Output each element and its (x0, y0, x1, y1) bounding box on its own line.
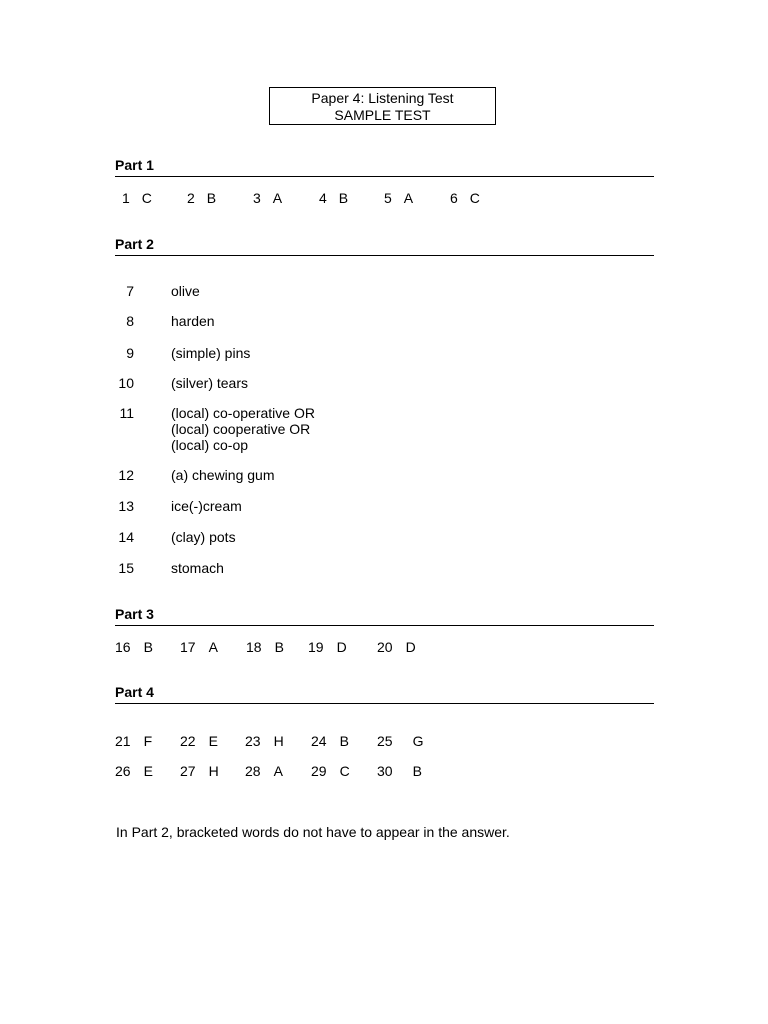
answer-line: (clay) pots (171, 529, 236, 545)
answer-letter: B (339, 733, 349, 749)
part4-answers-row-1 (115, 732, 675, 750)
question-number: 3 (253, 190, 261, 206)
answer-letter: A (403, 190, 414, 206)
answer-line: (a) chewing gum (171, 467, 275, 483)
part2-heading: Part 2 (115, 236, 654, 256)
answer-line: (local) co-operative OR (171, 405, 315, 421)
question-number: 29 (311, 763, 327, 779)
question-number: 5 (384, 190, 392, 206)
question-number: 7 (126, 283, 134, 299)
answer-item (311, 732, 349, 750)
answer-item (308, 638, 347, 656)
part1-answers-row (115, 189, 675, 207)
answer-line: (local) co-op (171, 437, 249, 453)
part4-answers-row-2 (115, 762, 675, 780)
part2-section (115, 236, 654, 256)
answer-text (171, 283, 200, 299)
answer-line: olive (171, 283, 200, 299)
question-number: 26 (115, 763, 131, 779)
footnote: In Part 2, bracketed words do not have to appear in the answer. (116, 824, 510, 840)
answer-item (115, 732, 152, 750)
title-line-2: SAMPLE TEST (334, 107, 431, 123)
answer-letter: H (273, 733, 284, 749)
answer-item (377, 762, 422, 780)
answer-letter: C (339, 763, 350, 779)
part3-heading: Part 3 (115, 606, 654, 626)
question-number: 8 (126, 313, 134, 329)
answer-text (171, 529, 236, 545)
part4-heading: Part 4 (115, 684, 654, 704)
question-number: 13 (118, 498, 134, 514)
answer-letter: H (208, 763, 219, 779)
answer-letter: F (143, 733, 153, 749)
answer-line: ice(-)cream (171, 498, 242, 514)
title-box (269, 87, 496, 125)
answer-text (171, 375, 248, 391)
answer-item (180, 638, 218, 656)
answer-letter: B (274, 639, 284, 655)
question-number: 6 (450, 190, 458, 206)
part1-heading: Part 1 (115, 157, 654, 177)
question-number: 21 (115, 733, 131, 749)
answer-letter: D (336, 639, 347, 655)
answer-text (171, 467, 275, 483)
answer-letter: A (272, 190, 283, 206)
answer-letter: A (208, 639, 218, 655)
question-number: 11 (119, 405, 134, 421)
answer-text (171, 405, 315, 453)
answer-line: (simple) pins (171, 345, 251, 361)
answer-letter: A (273, 763, 283, 779)
question-number: 19 (308, 639, 324, 655)
answer-letter: G (412, 733, 424, 749)
part3-section (115, 606, 654, 626)
part4-section (115, 684, 654, 704)
title-line-1: Paper 4: Listening Test (311, 90, 454, 106)
answer-item (384, 189, 413, 207)
part3-answers-row (115, 638, 675, 656)
question-number: 12 (118, 467, 134, 483)
answer-item (311, 762, 350, 780)
question-number: 23 (245, 733, 261, 749)
answer-item (377, 732, 423, 750)
answer-letter: C (141, 190, 152, 206)
question-number: 24 (311, 733, 327, 749)
question-number: 28 (245, 763, 261, 779)
answer-letter: B (143, 639, 153, 655)
question-number: 30 (377, 763, 393, 779)
question-number: 22 (180, 733, 196, 749)
question-number: 20 (377, 639, 393, 655)
question-number: 15 (118, 560, 134, 576)
answer-item (450, 189, 480, 207)
question-number: 14 (118, 529, 134, 545)
answer-item (180, 762, 219, 780)
answer-item (187, 189, 216, 207)
question-number: 25 (377, 733, 393, 749)
answer-item (180, 732, 218, 750)
answer-letter: E (208, 733, 218, 749)
answer-line: stomach (171, 560, 224, 576)
answer-line: (silver) tears (171, 375, 249, 391)
answer-letter: B (206, 190, 217, 206)
question-number: 4 (319, 190, 327, 206)
answer-line: (local) cooperative OR (171, 421, 311, 437)
question-number: 27 (180, 763, 196, 779)
answer-item (245, 762, 283, 780)
answer-text (171, 498, 242, 514)
answer-item (319, 189, 348, 207)
answer-letter: D (405, 639, 416, 655)
answer-item (122, 189, 152, 207)
answer-item (245, 732, 284, 750)
question-number: 16 (115, 639, 131, 655)
answer-line: harden (171, 313, 215, 329)
question-number: 1 (122, 190, 130, 206)
part1-section (115, 157, 654, 177)
answer-item (253, 189, 282, 207)
answer-text (171, 560, 224, 576)
answer-item (377, 638, 416, 656)
answer-item (246, 638, 284, 656)
answer-letter: B (338, 190, 349, 206)
answer-letter: C (469, 190, 480, 206)
answer-text (171, 313, 215, 329)
question-number: 18 (246, 639, 262, 655)
answer-item (115, 638, 153, 656)
question-number: 17 (180, 639, 196, 655)
answer-letter: B (412, 763, 422, 779)
answer-letter: E (143, 763, 153, 779)
question-number: 2 (187, 190, 195, 206)
answer-item (115, 762, 153, 780)
question-number: 10 (118, 375, 134, 391)
answer-text (171, 345, 250, 361)
question-number: 9 (126, 345, 134, 361)
